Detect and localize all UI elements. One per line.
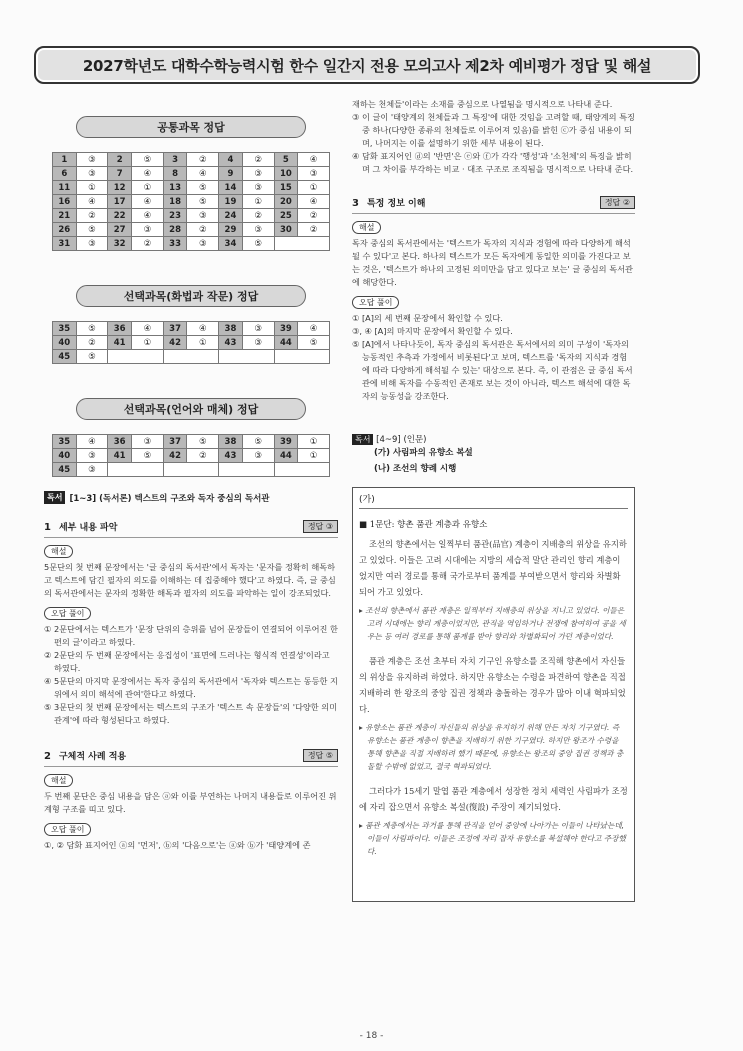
q2-wrong-item: ④ 담화 표지어인 ⓓ의 '반면'은 ⓔ와 ⓕ가 각각 '행성'과 '소천체'의 특징을 밝히며 그 차이를 부각하는 비교 · 대조 구조로 조직됨을 명시적으로 나타내 준다. [352, 151, 634, 174]
elective2-answers-label: 선택과목(언어와 매체) 정답 [76, 398, 306, 420]
question-number-cell: 27 [108, 223, 132, 237]
answer-value-cell: ① [298, 181, 330, 195]
answer-row [53, 195, 330, 209]
page-banner-title: 2027학년도 대학수학능력시험 한수 일간지 전용 모의고사 제2차 예비평가 정답 및 해설 [34, 46, 700, 84]
passage-note: ▸ 조선의 향촌에서 품관 계층은 일찍부터 지배층의 위상을 지니고 있었다. 이들은 고려 시대에는 향리 계층이었지만, 관직을 역임하거나 전쟁에 참여하여 공을 세우는 등 여러 경로를 통해 품계를 받아 향리와 차별화되어 가던 계층이었다. [359, 606, 626, 641]
answer-value-cell: ③ [76, 463, 108, 477]
answer-row [53, 449, 330, 463]
answer-value-cell: ① [298, 435, 330, 449]
q1-title: 세부 내용 파악 [58, 523, 118, 533]
question-number-cell: 43 [219, 336, 243, 350]
answer-value-cell: ④ [187, 322, 219, 336]
question-number-cell: 13 [163, 181, 187, 195]
answer-value-cell: ④ [131, 322, 163, 336]
elective2-answer-table [52, 434, 330, 477]
q2-header [44, 749, 338, 767]
q1-wrong-label: 오답 풀이 [44, 607, 91, 620]
answer-value-cell: ② [187, 153, 219, 167]
question-number-cell [108, 463, 132, 477]
q2-wrong-item: ①, ② 담화 표지어인 ⓐ의 '먼저', ⓑ의 '다음으로'는 ⓐ와 ⓑ가 '태양계에 존 [44, 840, 311, 850]
question-number-cell: 12 [108, 181, 132, 195]
question-number-cell: 40 [53, 336, 77, 350]
question-number-cell: 22 [108, 209, 132, 223]
answer-value-cell [131, 350, 163, 364]
answer-value-cell: ③ [187, 237, 219, 251]
question-number-cell: 20 [274, 195, 298, 209]
q3-explanation: 독자 중심의 독서관에서는 '텍스트가 독자의 지식과 경험에 따라 다양하게 해석될 수 있다'고 본다. 하나의 텍스트가 모든 독자에게 동일한 의미를 가진다고 보는 것은, '텍스트가 하나의 고정된 의미만을 담고 있다고 보는' 글 중심의 독서관에 해당한다. [352, 238, 633, 287]
question-number-cell: 36 [108, 322, 132, 336]
question-number-cell: 42 [163, 449, 187, 463]
question-number-cell: 8 [163, 167, 187, 181]
answer-value-cell [187, 463, 219, 477]
answer-row [53, 223, 330, 237]
passage-note: ▸ 유향소는 품관 계층이 자신들의 위상을 유지하기 위해 만든 자치 기구였다. 즉 유향소는 품관 계층이 향촌을 지배하기 위한 기구였다. 하지만 왕조가 수령을 통해 향촌을 직접 지배하려 했기 때문에, 유향소는 왕조의 중앙 집권 정책과 충돌할 수밖에 없었고, 결국 혁파되었다. [359, 723, 624, 771]
question-number-cell: 32 [108, 237, 132, 251]
answer-value-cell: ③ [298, 167, 330, 181]
answer-value-cell: ③ [242, 181, 274, 195]
question-number-cell: 42 [163, 336, 187, 350]
question-number-cell [274, 463, 298, 477]
answer-value-cell: ③ [242, 167, 274, 181]
question-number-cell: 43 [219, 449, 243, 463]
question-number-cell: 24 [219, 209, 243, 223]
answer-value-cell: ④ [187, 167, 219, 181]
answer-value-cell: ② [76, 336, 108, 350]
question-number-cell: 7 [108, 167, 132, 181]
question-number-cell: 33 [163, 237, 187, 251]
question-number-cell: 4 [219, 153, 243, 167]
answer-row [53, 435, 330, 449]
answer-value-cell: ④ [131, 167, 163, 181]
q3-wrong-label: 오답 풀이 [352, 296, 399, 309]
answer-value-cell: ① [298, 449, 330, 463]
reading-topic [44, 491, 338, 504]
q3-answer-badge: 정답 ② [600, 196, 635, 209]
answer-value-cell: ④ [298, 153, 330, 167]
answer-value-cell [242, 463, 274, 477]
passage-b-title: (나) 조선의 향례 시행 [374, 464, 457, 474]
question-number-cell: 21 [53, 209, 77, 223]
answer-value-cell: ④ [76, 195, 108, 209]
q1-wrong-item: ① 2문단에서는 텍스트가 '문장 단위의 층위를 넘어 문장들이 연결되어 이루어진 한 편의 글'이라고 하였다. [44, 624, 338, 647]
answer-value-cell: ① [242, 195, 274, 209]
q2-title: 구체적 사례 적용 [58, 752, 127, 762]
q2-answer-badge: 정답 ⑤ [303, 749, 338, 762]
question-number-cell: 37 [163, 435, 187, 449]
answer-value-cell [298, 463, 330, 477]
passage-note: ▸ 품관 계층에서는 과거를 통해 관직을 얻어 중앙에 나아가는 이들이 나타났는데, 이들이 사림파이다. 이들은 조정에 자리 잡자 유향소를 복설해야 한다고 주장했다. [359, 821, 626, 856]
question-number-cell: 38 [219, 435, 243, 449]
answer-row [53, 336, 330, 350]
common-answer-table [52, 152, 330, 251]
q2-wrong-item: ③ 이 글이 '태양계의 천체들과 그 특징'에 대한 것임을 고려할 때, 태양계의 특징 중 하나(다양한 종류의 천체들로 이루어져 있음)를 밝힌 ⓒ가 중심 내용이 되며, 나머지는 이를 설명하기 위한 세부 내용이 된다. [352, 112, 635, 148]
answer-value-cell [298, 237, 330, 251]
question-number-cell: 14 [219, 181, 243, 195]
answer-value-cell: ③ [76, 153, 108, 167]
answer-value-cell: ⑤ [242, 435, 274, 449]
q3-wrong-item: ③, ④ [A]의 마지막 문장에서 확인할 수 있다. [352, 326, 513, 336]
answer-row [53, 153, 330, 167]
answer-value-cell: ② [131, 237, 163, 251]
question-number-cell: 45 [53, 463, 77, 477]
question-number-cell: 17 [108, 195, 132, 209]
question-number-cell: 10 [274, 167, 298, 181]
question-number-cell: 1 [53, 153, 77, 167]
question-number-cell: 44 [274, 336, 298, 350]
q1-explain-label: 해설 [44, 545, 73, 558]
question-number-cell [274, 237, 298, 251]
answer-value-cell: ⑤ [76, 223, 108, 237]
q2-number: 2 [44, 751, 51, 762]
q3-wrong-item: ① [A]의 세 번째 문장에서 확인할 수 있다. [352, 313, 503, 323]
passage-label: (가) [359, 492, 628, 509]
answer-value-cell: ③ [242, 449, 274, 463]
answer-value-cell: ④ [131, 195, 163, 209]
q1-wrong-item: ④ 5문단의 마지막 문장에서는 독자 중심의 독서관에서 '독자와 텍스트는 동등한 지위에서 의미 해석에 관여'한다고 하였다. [44, 676, 338, 699]
question-number-cell: 41 [108, 449, 132, 463]
question-number-cell: 29 [219, 223, 243, 237]
answer-value-cell: ① [131, 336, 163, 350]
answer-value-cell: ① [131, 181, 163, 195]
q1-wrong-item: ⑤ 3문단의 첫 번째 문장에서는 텍스트의 구조가 '텍스트 속 문장들'의 '다양한 의미 관계'에 따라 형성된다고 하였다. [44, 702, 338, 725]
answer-row [53, 322, 330, 336]
passage-heading: ■ 1문단: 향촌 품관 계층과 유향소 [359, 520, 488, 530]
question-number-cell [108, 350, 132, 364]
question-number-cell: 39 [274, 322, 298, 336]
question-number-cell: 41 [108, 336, 132, 350]
question-number-cell [219, 463, 243, 477]
answer-value-cell: ⑤ [187, 435, 219, 449]
answer-value-cell: ⑤ [187, 195, 219, 209]
answer-row [53, 181, 330, 195]
question-number-cell: 40 [53, 449, 77, 463]
answer-row [53, 350, 330, 364]
left-column [44, 104, 338, 852]
question-number-cell: 25 [274, 209, 298, 223]
question-number-cell: 9 [219, 167, 243, 181]
answer-row [53, 237, 330, 251]
question-number-cell: 45 [53, 350, 77, 364]
q2-explain-label: 해설 [44, 774, 73, 787]
question-number-cell [274, 350, 298, 364]
question-number-cell: 23 [163, 209, 187, 223]
q3-header [352, 196, 635, 214]
q1-wrong-item: ② 2문단의 두 번째 문장에서는 응집성이 '표면에 드러나는 형식적 연결성'이라고 하였다. [44, 650, 330, 673]
q1-header [44, 520, 338, 538]
passage-paragraph: 조선의 향촌에서는 일찍부터 품관(品官) 계층이 지배층의 위상을 유지하고 있었다. 이들은 고려 시대에는 지방의 세습적 말단 관리인 향리 계층이었지만 여러 경로를 통해 국가로부터 품계를 부여받으면서 향리와 차별화되어 가고 있었다. [359, 539, 627, 597]
question-number-cell: 15 [274, 181, 298, 195]
answer-value-cell [242, 350, 274, 364]
answer-value-cell: ③ [187, 209, 219, 223]
question-number-cell: 3 [163, 153, 187, 167]
page-number: - 18 - [359, 1031, 384, 1041]
q3-number: 3 [352, 198, 359, 209]
q2-continued-text: 재하는 천체들'이라는 소재를 중심으로 나열됨을 명시적으로 나타내 준다. [352, 99, 613, 109]
answer-value-cell: ② [187, 223, 219, 237]
reading-tag: 독서 [44, 491, 65, 504]
question-number-cell: 37 [163, 322, 187, 336]
question-number-cell: 18 [163, 195, 187, 209]
question-number-cell: 30 [274, 223, 298, 237]
answer-value-cell: ② [242, 209, 274, 223]
question-number-cell: 36 [108, 435, 132, 449]
literature-tag: 독서 [352, 434, 373, 445]
answer-row [53, 209, 330, 223]
question-number-cell: 44 [274, 449, 298, 463]
literature-topic [352, 433, 635, 445]
passage-paragraph: 그러다가 15세기 말엽 품관 계층에서 성장한 정치 세력인 사림파가 조정에 자리 잡으면서 유향소 복설(復設) 주장이 제기되었다. [359, 786, 628, 812]
answer-value-cell: ③ [131, 223, 163, 237]
answer-value-cell: ② [298, 209, 330, 223]
right-column [352, 98, 635, 902]
answer-value-cell: ③ [131, 435, 163, 449]
question-number-cell: 5 [274, 153, 298, 167]
q2-wrong-label: 오답 풀이 [44, 823, 91, 836]
common-answers-label: 공통과목 정답 [76, 116, 306, 138]
answer-value-cell: ② [76, 209, 108, 223]
reading-topic-text: [1~3] (독서론) 텍스트의 구조와 독자 중심의 독서관 [69, 493, 270, 504]
answer-value-cell: ③ [76, 449, 108, 463]
answer-value-cell: ⑤ [76, 350, 108, 364]
question-number-cell [163, 463, 187, 477]
answer-value-cell: ⑤ [131, 449, 163, 463]
answer-value-cell: ③ [76, 167, 108, 181]
answer-row [53, 167, 330, 181]
question-number-cell: 35 [53, 322, 77, 336]
answer-value-cell: ④ [76, 435, 108, 449]
question-number-cell: 31 [53, 237, 77, 251]
answer-value-cell: ② [242, 153, 274, 167]
q1-number: 1 [44, 522, 51, 533]
answer-value-cell: ③ [242, 223, 274, 237]
answer-value-cell: ④ [131, 209, 163, 223]
elective1-answer-table [52, 321, 330, 364]
answer-value-cell: ① [187, 336, 219, 350]
passage-box [352, 487, 635, 902]
literature-range: [4~9] (인문) [376, 435, 427, 445]
q1-answer-badge: 정답 ③ [303, 520, 338, 533]
question-number-cell [163, 350, 187, 364]
question-number-cell: 16 [53, 195, 77, 209]
elective1-answers-label: 선택과목(화법과 작문) 정답 [76, 285, 306, 307]
answer-value-cell: ③ [242, 322, 274, 336]
question-number-cell: 34 [219, 237, 243, 251]
question-number-cell: 6 [53, 167, 77, 181]
passage-paragraph: 품관 계층은 조선 초부터 자치 기구인 유향소를 조직해 향촌에서 자신들의 위상을 유지하려 하였다. 하지만 유향소는 수령을 파견하여 향촌을 직접 지배하려 한 왕조의 중앙 집권 정책과 충돌하는 경우가 많아 이내 혁파되었다. [359, 656, 626, 714]
answer-value-cell: ② [298, 223, 330, 237]
q3-wrong-item: ⑤ [A]에서 나타나듯이, 독자 중심의 독서관은 독서에서의 의미 구성이 '독자의 능동적인 추측과 가정에서 비롯된다'고 보며, 텍스트를 '독자의 지식과 경험에 따라 다양하게 해석될 수 있는' 대상으로 본다. 즉, 이 관점은 글 중심 독서관에 비해 독자를 수동적인 존재로 보는 것이 아니라, 텍스트 해석에 대한 독자의 능동성을 강조한다. [352, 339, 633, 401]
answer-value-cell [131, 463, 163, 477]
question-number-cell: 11 [53, 181, 77, 195]
q1-explanation: 5문단의 첫 번째 문장에서는 '글 중심의 독서관'에서 독자는 '문자를 정확히 해독하고 텍스트에 담긴 필자의 의도를 이해하는 데 집중해야 했다'고 하였다. 즉, 글 중심의 독서관에서는 문자의 정확한 해독과 필자의 의도를 파악하는 일이 강조되었다. [44, 562, 336, 598]
question-number-cell: 19 [219, 195, 243, 209]
answer-value-cell [187, 350, 219, 364]
answer-row [53, 463, 330, 477]
answer-value-cell: ⑤ [298, 336, 330, 350]
q3-title: 특정 정보 이해 [366, 199, 426, 209]
answer-value-cell: ② [187, 449, 219, 463]
answer-value-cell: ⑤ [131, 153, 163, 167]
answer-value-cell: ⑤ [187, 181, 219, 195]
question-number-cell: 2 [108, 153, 132, 167]
answer-value-cell: ① [76, 181, 108, 195]
answer-value-cell [298, 350, 330, 364]
answer-value-cell: ⑤ [242, 237, 274, 251]
question-number-cell: 39 [274, 435, 298, 449]
question-number-cell: 28 [163, 223, 187, 237]
passage-a-title: (가) 사림파의 유향소 복설 [374, 448, 473, 458]
answer-value-cell: ③ [242, 336, 274, 350]
question-number-cell: 26 [53, 223, 77, 237]
answer-value-cell: ③ [76, 237, 108, 251]
answer-value-cell: ④ [298, 195, 330, 209]
q3-explain-label: 해설 [352, 221, 381, 234]
q2-explanation: 두 번째 문단은 중심 내용을 담은 ⓐ와 이를 부연하는 나머지 내용들로 이루어진 위계형 구조를 띠고 있다. [44, 791, 337, 814]
question-number-cell: 35 [53, 435, 77, 449]
answer-value-cell: ⑤ [76, 322, 108, 336]
answer-value-cell: ④ [298, 322, 330, 336]
question-number-cell: 38 [219, 322, 243, 336]
question-number-cell [219, 350, 243, 364]
